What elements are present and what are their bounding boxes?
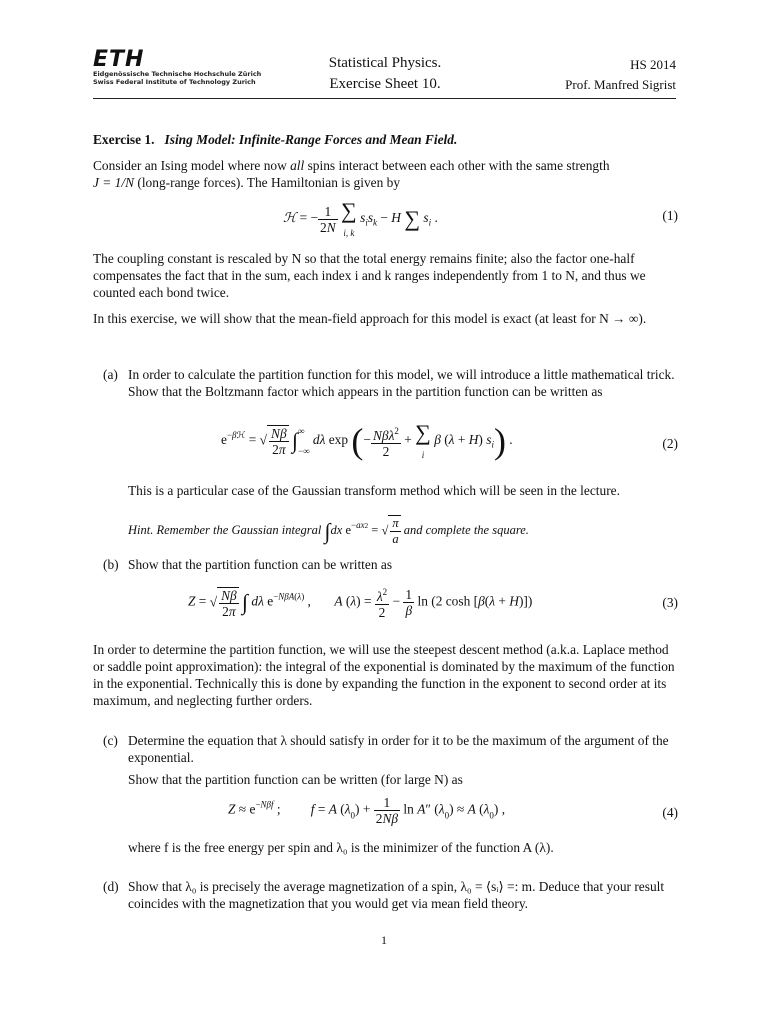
part-d-text: Show that λ₀ is precisely the average magnetization of a spin, λ₀ = ⟨sᵢ⟩ =: m. Deduce that your result coincides with the magnetization that you would get via mean field theory.: [128, 879, 665, 911]
exercise-title: Ising Model: Infinite-Range Forces and Mean Field.: [164, 132, 458, 147]
boltzmann-factor-formula: $e^{-\beta ℋ}$ = √ $\frac{N\beta}{2\pi}$ ∫∞ −∞ dλ exp (− $\frac{N\beta\lambda^2}{2}$ + ∑ i β (λ + H) $s_i$) .: [221, 420, 513, 461]
sheet-title: [250, 53, 520, 95]
header-meta: [565, 55, 676, 95]
part-a-text: In order to calculate the partition function for this model, we will introduce a little mathematical trick. Show that the Boltzmann factor which appears in the partition function can be written as: [128, 367, 675, 399]
header-divider: [93, 98, 676, 99]
equation-1: [93, 198, 678, 242]
equation-2: [93, 420, 678, 470]
equation-4-number: (4): [662, 805, 678, 820]
part-a-label: (a): [103, 367, 118, 382]
part-c: [103, 732, 678, 788]
part-b-label: (b): [103, 557, 119, 572]
equation-2-number: (2): [662, 436, 678, 451]
sheet-number: Exercise Sheet 10.: [329, 76, 441, 92]
equation-3-number: (3): [662, 595, 678, 610]
exercise-heading: [93, 131, 678, 148]
part-a: [103, 366, 678, 400]
institution-name-de: Eidgenössische Technische Hochschule Zürich: [93, 70, 262, 78]
part-c-text: Determine the equation that λ should satisfy in order for it to be the maximum of the argument of the exponential.: [128, 733, 669, 765]
steepest-descent-paragraph: In order to determine the partition function, we will use the steepest descent method (a.k.a. Laplace method or saddle point approximation): the integral of the exponential is dominated by the maximum of the function in the exponential. Technically this is done by expanding the function in the exponent to second order at its maximum, and neglecting further orders.: [93, 642, 675, 708]
course-title: Statistical Physics.: [328, 55, 442, 71]
eth-logo: ETH: [93, 47, 145, 72]
part-c-label: (c): [103, 733, 118, 748]
part-d: [103, 878, 678, 912]
free-energy-formula: $Z \approx e^{-N\beta f}$ ; f = A $(\lambda_0)$ + $\frac{1}{2N\beta}$ ln A″ $(\lambda_0) \approx A$ $(\lambda_0)$ ,: [228, 795, 506, 826]
mean-field-paragraph: In this exercise, we will show that the mean-field approach for this model is exact (at least for N → ∞).: [93, 311, 647, 326]
part-a-hint: Hint. Remember the Gaussian integral ∫dx $e^{-ax2}$ = √ $\frac{\pi}{a}$ and complete the square.: [128, 516, 529, 546]
partition-function-formula: Z = √ $\frac{N\beta}{2\pi}$ ∫ dλ $e^{-N\beta A(\lambda)}$ , A (λ) = $\frac{\lambda^2}{2}$ − $\frac{1}{\beta}$ ln (2 cosh [β(λ + H)]): [188, 587, 533, 620]
hamiltonian-formula: ℋ = − $\frac{1}{2N}$ ∑ i, k $s_is_k - H$ ∑ $s_i$ .: [283, 198, 438, 238]
part-b: [103, 556, 678, 573]
institution-logo-block: [93, 47, 262, 86]
part-d-label: (d): [103, 879, 119, 894]
part-c-remark: where f is the free energy per spin and λ₀ is the minimizer of the function A (λ).: [128, 840, 554, 855]
coupling-paragraph: The coupling constant is rescaled by N so that the total energy remains finite; also the factor one-half compensates the fact that in the sum, each index i and k ranges independently from 1 to N, and thus we counted each bond twice.: [93, 251, 646, 300]
semester: HS 2014: [630, 57, 676, 72]
part-b-text: Show that the partition function can be written as: [128, 557, 393, 572]
part-c-text-2: Show that the partition function can be written (for large N) as: [128, 772, 463, 787]
equation-4: [93, 795, 678, 835]
professor: Prof. Manfred Sigrist: [565, 77, 676, 92]
equation-1-number: (1): [662, 208, 678, 223]
hint-end: and complete the square.: [403, 522, 529, 537]
institution-name-en: Swiss Federal Institute of Technology Zurich: [93, 78, 256, 86]
part-a-remark: This is a particular case of the Gaussian transform method which will be seen in the lecture.: [128, 483, 620, 498]
equation-3: [93, 585, 678, 625]
page-number: 1: [381, 933, 387, 947]
exercise-label: Exercise 1.: [93, 132, 155, 147]
intro-paragraph: Consider an Ising model where now all spins interact between each other with the same strength J = 1/N (long-range forces). The Hamiltonian is given by: [93, 158, 610, 190]
hint-text: Hint. Remember the Gaussian integral: [128, 522, 322, 537]
